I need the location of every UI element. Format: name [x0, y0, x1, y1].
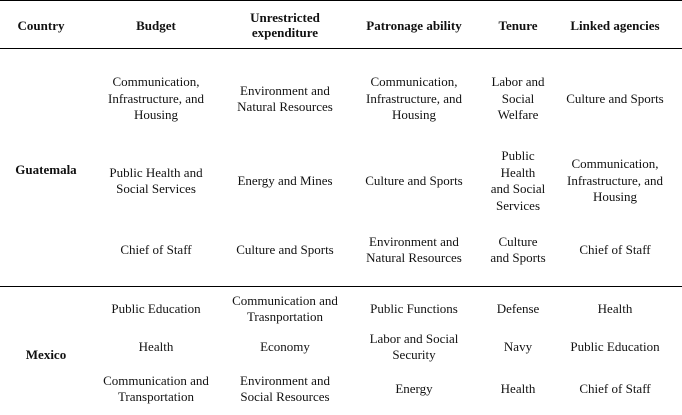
country-guatemala: Guatemala [15, 161, 77, 177]
header-rule [0, 48, 682, 49]
header-tenure: Tenure [498, 17, 538, 33]
table-cell: Public Health and Social Services [109, 164, 203, 196]
table-cell: Health [500, 380, 536, 396]
header-country: Country [17, 17, 65, 33]
table-cell: Environment and Social Resources [240, 372, 330, 404]
table-cell: Communication, Infrastructure, and Housing [365, 74, 462, 123]
header-budget: Budget [136, 17, 176, 33]
table-cell: Public Education [570, 338, 660, 354]
table-cell: Culture and Sports [490, 233, 546, 265]
table-cell: Environment and Natural Resources [366, 233, 462, 265]
table-cell: Chief of Staff [120, 241, 192, 257]
group-separator-rule [0, 286, 682, 287]
table-cell: Culture and Sports [236, 241, 334, 257]
table-cell: Health [138, 338, 174, 354]
table-cell: Communication and Trasnportation [232, 292, 338, 324]
table-cell: Defense [496, 300, 540, 316]
header-unrestricted-expenditure: Unrestricted expenditure [250, 10, 320, 40]
table-cell: Communication and Transportation [103, 372, 209, 404]
top-rule [0, 0, 682, 1]
table-cell: Health [597, 300, 633, 316]
table-cell: Energy [395, 380, 433, 396]
header-patronage-ability: Patronage ability [366, 17, 462, 33]
table-cell: Chief of Staff [579, 380, 651, 396]
table-cell: Navy [503, 338, 533, 354]
table-cell: Communication, Infrastructure, and Housing [566, 156, 663, 205]
table-cell: Culture and Sports [566, 90, 664, 106]
table-cell: Public Functions [370, 300, 458, 316]
table-cell: Economy [260, 338, 310, 354]
table-cell: Communication, Infrastructure, and Housing [107, 74, 204, 123]
table-cell: Energy and Mines [237, 172, 333, 188]
header-linked-agencies: Linked agencies [570, 17, 660, 33]
table-cell: Culture and Sports [365, 172, 463, 188]
table-cell: Labor and Social Security [369, 330, 459, 362]
table-cell: Environment and Natural Resources [237, 82, 333, 114]
table-cell: Public Health and Social Services [490, 148, 546, 213]
table-cell: Chief of Staff [579, 241, 651, 257]
table-cell: Public Education [111, 300, 201, 316]
table-cell: Labor and Social Welfare [491, 74, 545, 123]
country-mexico: Mexico [25, 346, 67, 362]
